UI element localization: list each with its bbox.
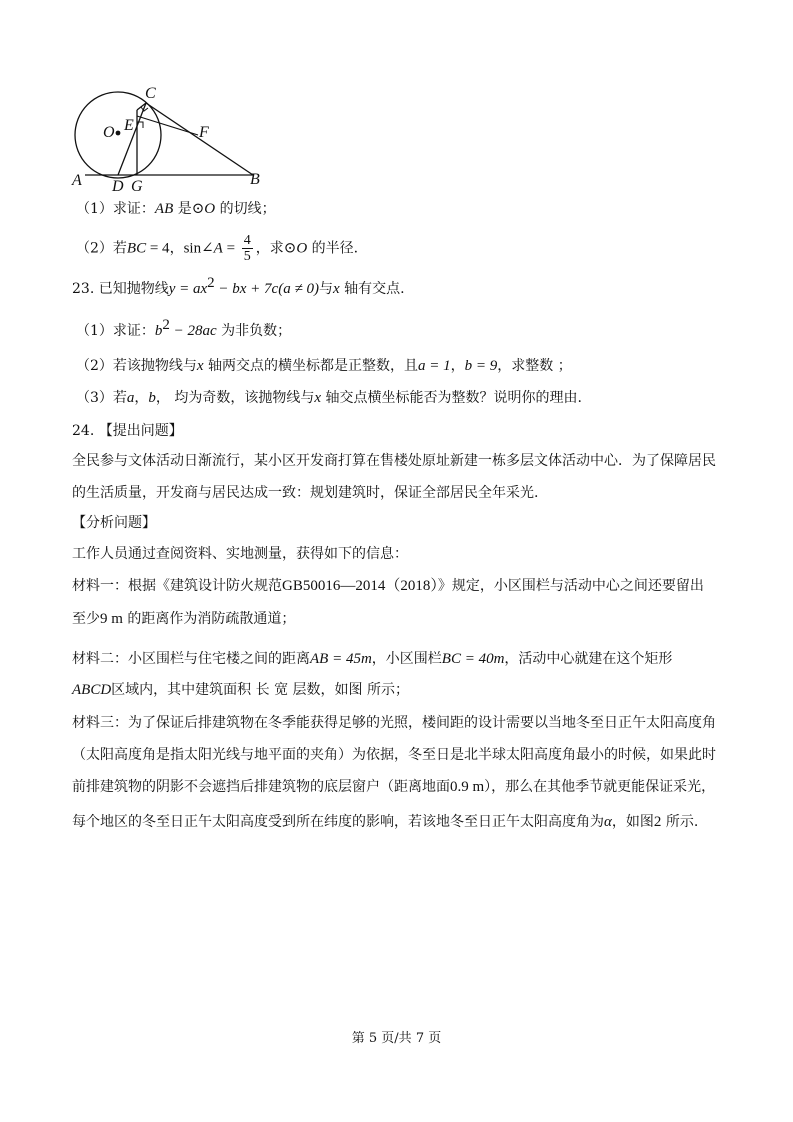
info-line: 工作人员通过查阅资料、实地测量，获得如下的信息： xyxy=(72,546,408,562)
label-b: B xyxy=(250,171,260,188)
label-d: D xyxy=(112,178,124,195)
label-o: O xyxy=(103,124,115,141)
material-3-line3: 前排建筑物的阴影不会遮挡后排建筑物的底层窗户（距离地面0.9 m），那么在其他季节就更能保证采光， xyxy=(72,779,716,795)
q24-intro-line1: 全民参与文体活动日渐流行，某小区开发商打算在售楼处原址新建一栋多层文体活动中心．为了保障居民 xyxy=(72,453,716,469)
q24-intro-line2: 的生活质量，开发商与居民达成一致：规划建筑时，保证全部居民全年采光. xyxy=(72,485,539,501)
label-c: C xyxy=(145,85,156,102)
material-1: 材料一：根据《建筑设计防火规范GB50016—2014（2018）》规定，小区围栏与活动中心之间还要留出 xyxy=(72,578,704,594)
q23-stem: 23. 已知抛物线$y = ax^2$ − bx + 7c(a ≠ 0)与x 轴有交点. xyxy=(72,275,405,297)
line-c-d xyxy=(118,103,146,175)
material-3-line1: 材料三：为了保证后排建筑物在冬季能获得足够的光照，楼间距的设计需要以当地冬至日正午太阳高度角 xyxy=(72,715,716,731)
fraction-four-fifths: $\frac{4}{5}$ xyxy=(243,233,251,264)
material-1-cont: 至少9 m 的距离作为消防疏散通道； xyxy=(72,611,296,627)
material-2-cont: ABCD区域内，其中建筑面积 长 宽 层数，如图 所示； xyxy=(72,682,409,698)
q23-part2: （2）若该抛物线与x 轴两交点的横坐标都是正整数，且a = 1，b = 9，求整数 ； xyxy=(76,358,572,374)
geometry-figure xyxy=(68,83,268,198)
label-e: E xyxy=(124,117,134,134)
material-3-line2: （太阳高度角是指太阳光线与地平面的夹角）为依据，冬至日是北半球太阳高度角最小的时候，如果此时 xyxy=(72,747,716,763)
label-f: F xyxy=(199,124,209,141)
line-e-f xyxy=(137,116,198,135)
material-2: 材料二：小区围栏与住宅楼之间的距离AB = 45m，小区围栏BC = 40m，活动中心就建在这个矩形 xyxy=(72,651,673,667)
center-point-o xyxy=(116,131,121,136)
q24-heading: 24. 【提出问题】 xyxy=(72,423,183,439)
page-footer: 第 5 页/共 7 页 xyxy=(351,1031,442,1046)
material-3-line4: 每个地区的冬至日正午太阳高度受到所在纬度的影响，若该地冬至日正午太阳高度角为α，如图2 所示. xyxy=(72,814,699,830)
q23-part3: （3）若a，b， 均为奇数，该抛物线与x 轴交点横坐标能否为整数？说明你的理由. xyxy=(76,390,582,406)
label-g: G xyxy=(131,178,143,195)
q22-part1: （1）求证：AB 是⊙O 的切线； xyxy=(76,201,276,217)
q22-part2: （2）若BC = 4，sin∠A = $\frac{4}{5}$ ，求⊙O 的半径. xyxy=(76,233,359,264)
q23-part1: （1）求证：$b^2 - 28ac$ 为非负数； xyxy=(76,317,292,339)
analysis-heading: 【分析问题】 xyxy=(72,515,156,531)
label-a: A xyxy=(72,172,82,189)
